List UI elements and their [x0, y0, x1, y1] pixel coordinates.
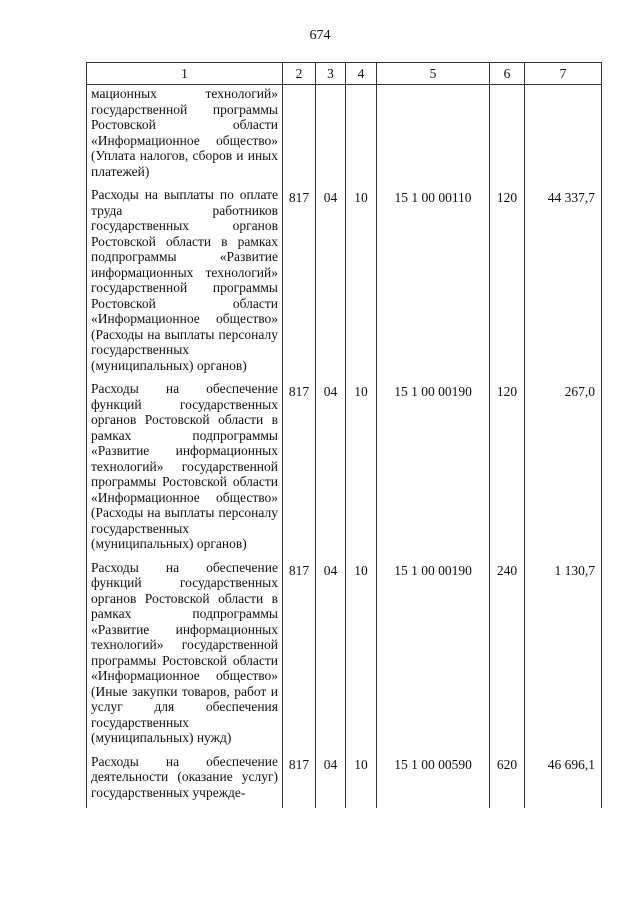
row-ministry-code: 817	[283, 560, 316, 754]
row-expense-type: 620	[490, 754, 525, 809]
row-subsection: 10	[346, 560, 377, 754]
row-subsection: 10	[346, 187, 377, 381]
column-header-1: 1	[87, 63, 283, 85]
table-row	[87, 381, 602, 560]
row-target-article: 15 1 00 00590	[377, 754, 490, 809]
table-header-row	[87, 63, 602, 85]
column-header-3: 3	[316, 63, 346, 85]
row-ministry-code	[283, 85, 316, 188]
row-description: Расходы на обеспечение функций государственных органов Ростовской области в рамках подпрограммы «Развитие информационных технологий» государственной программы Ростовской области «Информационное общество» (Иные закупки товаров, работ и услуг для обеспечения государственных (муниципальных) нужд)	[87, 560, 283, 754]
row-amount: 1 130,7	[525, 560, 602, 754]
row-expense-type: 240	[490, 560, 525, 754]
column-header-4: 4	[346, 63, 377, 85]
column-header-5: 5	[377, 63, 490, 85]
table-row	[87, 754, 602, 809]
row-amount: 46 696,1	[525, 754, 602, 809]
row-expense-type: 120	[490, 381, 525, 560]
page-number: 674	[309, 28, 331, 43]
row-section	[316, 85, 346, 188]
row-description: Расходы на выплаты по оплате труда работников государственных органов Ростовской области в рамках подпрограммы «Развитие информационных технологий» государственной программы Ростовской области «Информационное общество» (Расходы на выплаты персоналу государственных (муниципальных) органов)	[87, 187, 283, 381]
row-amount: 44 337,7	[525, 187, 602, 381]
row-target-article: 15 1 00 00110	[377, 187, 490, 381]
row-target-article	[377, 85, 490, 188]
row-ministry-code: 817	[283, 381, 316, 560]
row-subsection: 10	[346, 754, 377, 809]
row-amount: 267,0	[525, 381, 602, 560]
table-row	[87, 85, 602, 188]
row-expense-type: 120	[490, 187, 525, 381]
row-section: 04	[316, 754, 346, 809]
column-header-2: 2	[283, 63, 316, 85]
row-ministry-code: 817	[283, 754, 316, 809]
row-target-article: 15 1 00 00190	[377, 560, 490, 754]
column-header-7: 7	[525, 63, 602, 85]
row-section: 04	[316, 560, 346, 754]
row-description: мационных технологий» государственной программы Ростовской области «Информационное общество» (Уплата налогов, сборов и иных платежей)	[87, 85, 283, 188]
row-amount	[525, 85, 602, 188]
row-subsection	[346, 85, 377, 188]
row-description: Расходы на обеспечение деятельности (оказание услуг) государственных учрежде-	[87, 754, 283, 809]
table-row	[87, 187, 602, 381]
column-header-6: 6	[490, 63, 525, 85]
row-description: Расходы на обеспечение функций государственных органов Ростовской области в рамках подпрограммы «Развитие информационных технологий» государственной программы Ростовской области «Информационное общество» (Расходы на выплаты персоналу государственных (муниципальных) органов)	[87, 381, 283, 560]
row-section: 04	[316, 381, 346, 560]
table-row	[87, 560, 602, 754]
row-subsection: 10	[346, 381, 377, 560]
budget-table	[86, 62, 602, 808]
row-ministry-code: 817	[283, 187, 316, 381]
row-target-article: 15 1 00 00190	[377, 381, 490, 560]
row-section: 04	[316, 187, 346, 381]
row-expense-type	[490, 85, 525, 188]
